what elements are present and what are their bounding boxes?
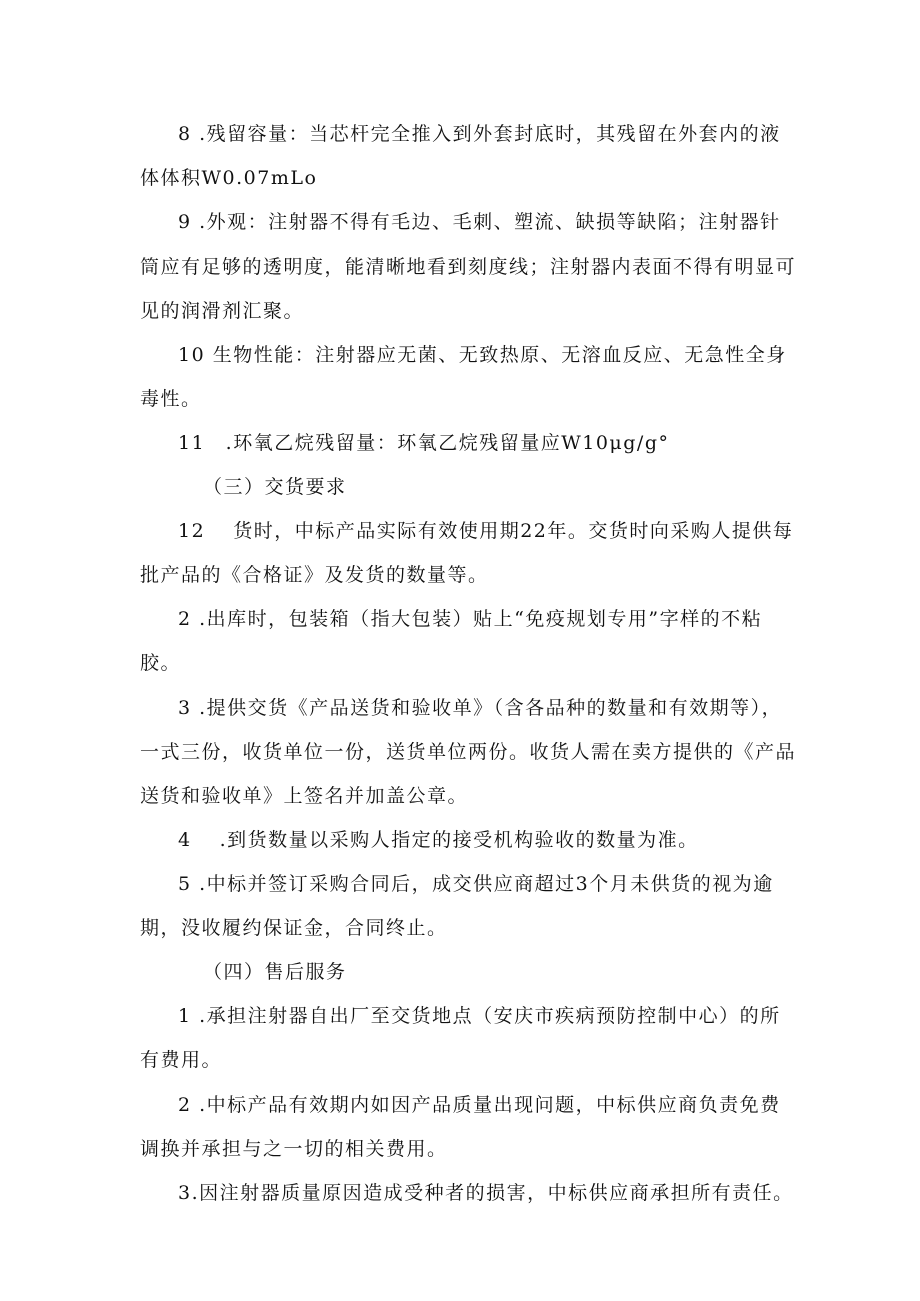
section-heading: （四）售后服务 — [203, 961, 347, 983]
text-line: 9 .外观：注射器不得有毛边、毛刺、塑流、缺损等缺陷；注射器针 — [178, 211, 781, 233]
text-line: 期，没收履约保证金，合同终止。 — [140, 917, 448, 939]
text-line: 11 .环氧乙烷残留量：环氧乙烷残留量应W10μg/g° — [178, 432, 670, 454]
section-heading: （三）交货要求 — [203, 476, 347, 498]
text-line: 筒应有足够的透明度，能清晰地看到刻度线；注射器内表面不得有明显可 — [140, 256, 797, 278]
text-line: 2 .中标产品有效期内如因产品质量出现问题，中标供应商负责免费 — [178, 1094, 781, 1116]
text-line: 3 .提供交货《产品送货和验收单》（含各品种的数量和有效期等）， — [178, 697, 783, 719]
text-line: 2 .出库时，包装箱（指大包装）贴上“免疫规划专用”字样的不粘 — [178, 608, 763, 630]
text-line: 10 生物性能：注射器应无菌、无致热原、无溶血反应、无急性全身 — [178, 344, 787, 366]
text-line: 8 .残留容量：当芯杆完全推入到外套封底时，其残留在外套内的液 — [178, 123, 781, 145]
text-line: 4 .到货数量以采购人指定的接受机构验收的数量为准。 — [178, 829, 699, 851]
text-line: 5 .中标并签订采购合同后，成交供应商超过3个月未供货的视为逾 — [178, 873, 774, 895]
text-line: 一式三份，收货单位一份，送货单位两份。收货人需在卖方提供的《产品 — [140, 741, 797, 763]
text-line: 有费用。 — [140, 1049, 223, 1071]
text-line: 3.因注射器质量原因造成受种者的损害，中标供应商承担所有责任。 — [178, 1182, 794, 1204]
text-line: 送货和验收单》上签名并加盖公章。 — [140, 785, 469, 807]
text-line: 体体积W0.07mLo — [140, 167, 318, 189]
text-line: 1 .承担注射器自出厂至交货地点（安庆市疾病预防控制中心）的所 — [178, 1005, 781, 1027]
text-line: 批产品的《合格证》及发货的数量等。 — [140, 564, 489, 586]
text-line: 胶。 — [140, 652, 182, 674]
text-line: 毒性。 — [140, 388, 202, 410]
text-line: 12 货时，中标产品实际有效使用期22年。交货时向采购人提供每 — [178, 520, 794, 542]
text-line: 调换并承担与之一切的相关费用。 — [140, 1138, 448, 1160]
text-line: 见的润滑剂汇聚。 — [140, 300, 305, 322]
